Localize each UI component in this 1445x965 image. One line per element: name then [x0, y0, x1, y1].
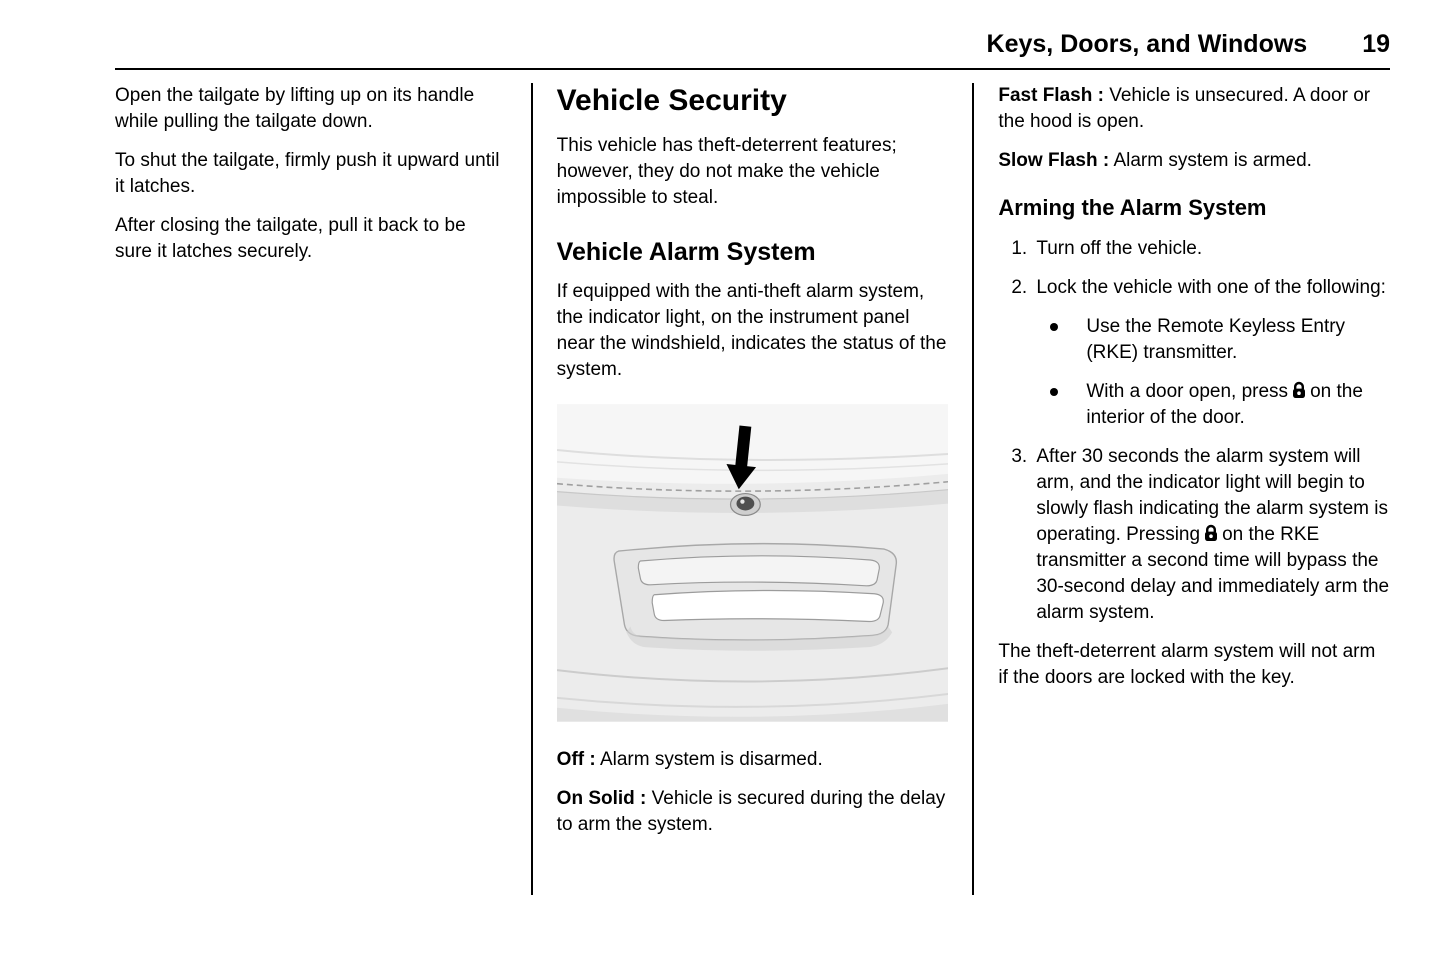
subsection-title-arming-alarm: Arming the Alarm System	[998, 195, 1267, 220]
numbered-step-2	[998, 275, 1390, 301]
step-text-pre: After 30 seconds the alarm system will arm, and the indicator light will begin to slowly flash indicating the alarm system is operating. Pressing	[1036, 446, 1388, 545]
paragraph-tailgate-check: After closing the tailgate, pull it back to be sure it latches securely.	[115, 215, 466, 262]
status-off-label: Off :	[556, 749, 596, 770]
status-on-solid	[557, 786, 949, 838]
header-rule	[115, 68, 1390, 70]
bullet-icon	[1050, 388, 1058, 396]
status-off	[557, 747, 949, 773]
status-slow-flash	[998, 148, 1390, 174]
paragraph-tailgate-open: Open the tailgate by lifting up on its handle while pulling the tailgate down.	[115, 85, 475, 132]
instrument-panel-illustration	[557, 403, 949, 723]
step-text-post: on the RKE transmitter a second time will bypass the 30-second delay and immediately arm the alarm system.	[1036, 524, 1390, 623]
column-divider	[531, 83, 533, 895]
columns	[115, 83, 1390, 898]
paragraph-tailgate-shut: To shut the tailgate, firmly push it upward until it latches.	[115, 150, 500, 197]
page-number: 19	[1362, 30, 1390, 58]
status-slow-flash-text: Alarm system is armed.	[1113, 150, 1312, 171]
lock-icon	[1291, 381, 1307, 399]
status-off-text: Alarm system is disarmed.	[599, 749, 823, 770]
status-fast-flash-label: Fast Flash :	[998, 85, 1104, 106]
step-text: Turn off the vehicle.	[1036, 238, 1203, 259]
bullet-text: Use the Remote Keyless Entry (RKE) transmitter.	[1086, 316, 1346, 363]
bullet-icon	[1050, 323, 1058, 331]
defroster-vent	[614, 544, 896, 651]
lock-icon	[1203, 524, 1219, 542]
numbered-step-3	[998, 444, 1390, 626]
column-left	[115, 83, 507, 898]
chapter-title: Keys, Doors, and Windows	[986, 30, 1308, 58]
paragraph-closing: The theft-deterrent alarm system will not arm if the doors are locked with the key.	[998, 641, 1376, 688]
status-fast-flash	[998, 83, 1390, 135]
bullet-item-rke	[1050, 314, 1390, 366]
status-on-solid-text: Vehicle is secured during the delay to arm the system.	[556, 788, 946, 835]
bullet-item-door-lock	[1050, 379, 1390, 431]
paragraph-alarm-intro: If equipped with the anti-theft alarm system, the indicator light, on the instrument panel near the windshield, indicates the status of the system.	[556, 281, 947, 380]
status-slow-flash-label: Slow Flash :	[998, 150, 1110, 171]
column-divider	[972, 83, 974, 895]
step-text: Lock the vehicle with one of the following:	[1036, 277, 1386, 298]
subsection-title-vehicle-alarm-system: Vehicle Alarm System	[556, 238, 816, 266]
bullet-text-post: on the interior of the door.	[1086, 381, 1363, 428]
bullet-text	[1086, 379, 1390, 431]
step-number: 3.	[1011, 446, 1028, 467]
step-number: 2.	[1011, 277, 1028, 298]
bullet-text-pre: With a door open, press	[1086, 381, 1289, 402]
column-middle	[557, 83, 949, 898]
step-number: 1.	[1011, 238, 1028, 259]
section-title-vehicle-security: Vehicle Security	[556, 84, 787, 117]
status-on-solid-label: On Solid :	[556, 788, 647, 809]
numbered-step-1	[998, 236, 1390, 262]
paragraph-security-intro: This vehicle has theft-deterrent features; however, they do not make the vehicle impossible to steal.	[556, 135, 897, 208]
step-text	[1036, 444, 1390, 626]
page-header	[115, 30, 1390, 68]
column-right	[998, 83, 1390, 898]
indicator-light	[730, 494, 760, 516]
status-fast-flash-text: Vehicle is unsecured. A door or the hood is open.	[998, 85, 1371, 132]
